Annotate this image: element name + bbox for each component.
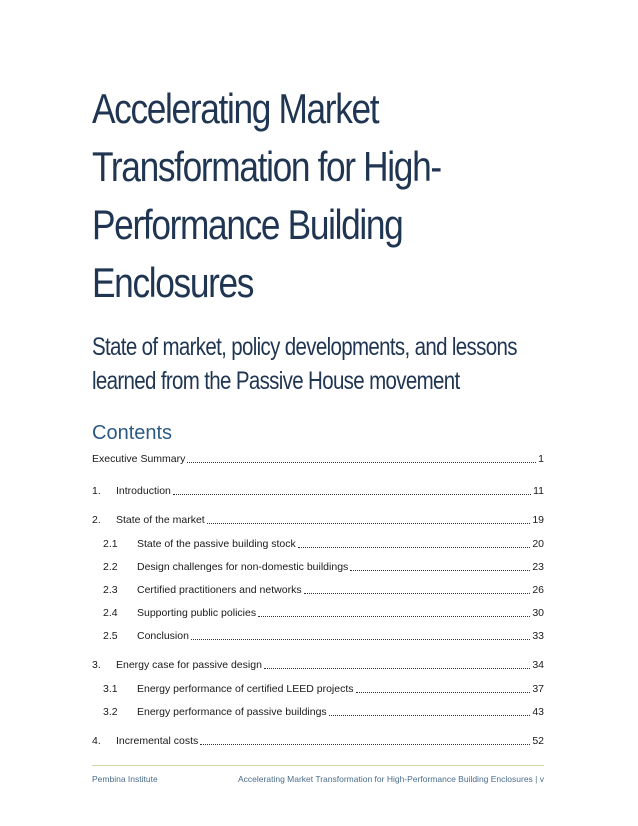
toc-leader-dots bbox=[207, 513, 531, 524]
toc-entry-number: 2.2 bbox=[103, 561, 118, 573]
toc-entry-label: State of the market bbox=[116, 514, 205, 526]
toc-entry-2-5[interactable] bbox=[103, 629, 544, 643]
toc-entry-number: 2. bbox=[92, 514, 101, 526]
contents-heading: Contents bbox=[92, 422, 173, 444]
document-title bbox=[92, 80, 512, 312]
footer-document-title-page: Accelerating Market Transformation for High-Performance Building Enclosures | v bbox=[238, 774, 544, 784]
toc-leader-dots bbox=[356, 682, 531, 693]
toc-entry-label: Energy performance of certified LEED projects bbox=[137, 683, 354, 695]
toc-entry-page: 34 bbox=[532, 659, 544, 671]
toc-entry-label: Conclusion bbox=[137, 630, 189, 642]
toc-entry-label: Executive Summary bbox=[92, 453, 186, 465]
toc-entry-2-2[interactable] bbox=[103, 560, 544, 574]
toc-entry-introduction[interactable] bbox=[92, 484, 544, 498]
toc-entry-page: 52 bbox=[532, 735, 544, 747]
toc-entry-page: 1 bbox=[538, 453, 544, 465]
toc-leader-dots bbox=[200, 734, 530, 745]
toc-entry-number: 3.2 bbox=[103, 706, 118, 718]
toc-leader-dots bbox=[298, 537, 531, 548]
toc-entry-number: 2.3 bbox=[103, 584, 118, 596]
toc-entry-number: 3.1 bbox=[103, 683, 118, 695]
toc-entry-number: 2.4 bbox=[103, 607, 118, 619]
toc-leader-dots bbox=[258, 606, 530, 617]
toc-leader-dots bbox=[329, 705, 531, 716]
toc-entry-label: Incremental costs bbox=[116, 735, 199, 747]
toc-entry-label: Design challenges for non-domestic buildings bbox=[137, 561, 349, 573]
toc-leader-dots bbox=[191, 629, 530, 640]
toc-entry-incremental-costs[interactable] bbox=[92, 734, 544, 748]
toc-leader-dots bbox=[264, 658, 530, 669]
title-line: Transformation for High- bbox=[92, 143, 441, 190]
toc-entry-page: 43 bbox=[532, 706, 544, 718]
document-subtitle bbox=[92, 330, 535, 398]
toc-entry-3-1[interactable] bbox=[103, 682, 544, 696]
toc-entry-3-2[interactable] bbox=[103, 705, 544, 719]
title-line: Accelerating Market bbox=[92, 85, 379, 132]
toc-entry-state-of-market[interactable] bbox=[92, 513, 544, 527]
toc-entry-label: Introduction bbox=[116, 485, 171, 497]
toc-entry-number: 3. bbox=[92, 659, 101, 671]
toc-leader-dots bbox=[173, 484, 531, 495]
toc-entry-label: Energy performance of passive buildings bbox=[137, 706, 327, 718]
title-line: Performance Building bbox=[92, 201, 403, 248]
toc-entry-energy-case[interactable] bbox=[92, 658, 544, 672]
toc-entry-2-1[interactable] bbox=[103, 537, 544, 551]
toc-entry-label: Energy case for passive design bbox=[116, 659, 262, 671]
toc-entry-page: 23 bbox=[532, 561, 544, 573]
footer-divider bbox=[92, 765, 544, 766]
toc-entry-label: Certified practitioners and networks bbox=[137, 584, 302, 596]
toc-entry-number: 4. bbox=[92, 735, 101, 747]
toc-entry-page: 20 bbox=[532, 538, 544, 550]
toc-entry-page: 26 bbox=[532, 584, 544, 596]
toc-entry-number: 2.5 bbox=[103, 630, 118, 642]
footer-organization: Pembina Institute bbox=[92, 774, 158, 784]
toc-entry-number: 2.1 bbox=[103, 538, 118, 550]
toc-entry-label: Supporting public policies bbox=[137, 607, 257, 619]
toc-leader-dots bbox=[304, 583, 531, 594]
toc-entry-page: 37 bbox=[532, 683, 544, 695]
toc-leader-dots bbox=[350, 560, 530, 571]
toc-entry-executive-summary[interactable] bbox=[92, 452, 544, 466]
toc-entry-2-4[interactable] bbox=[103, 606, 544, 620]
toc-entry-number: 1. bbox=[92, 485, 101, 497]
toc-entry-page: 19 bbox=[532, 514, 544, 526]
toc-entry-2-3[interactable] bbox=[103, 583, 544, 597]
subtitle-line: State of market, policy developments, and lessons bbox=[92, 333, 517, 361]
toc-leader-dots bbox=[187, 452, 536, 463]
subtitle-line: learned from the Passive House movement bbox=[92, 367, 460, 395]
toc-entry-page: 33 bbox=[532, 630, 544, 642]
title-line: Enclosures bbox=[92, 259, 254, 306]
toc-entry-page: 11 bbox=[533, 485, 544, 497]
toc-entry-label: State of the passive building stock bbox=[137, 538, 296, 550]
toc-entry-page: 30 bbox=[532, 607, 544, 619]
